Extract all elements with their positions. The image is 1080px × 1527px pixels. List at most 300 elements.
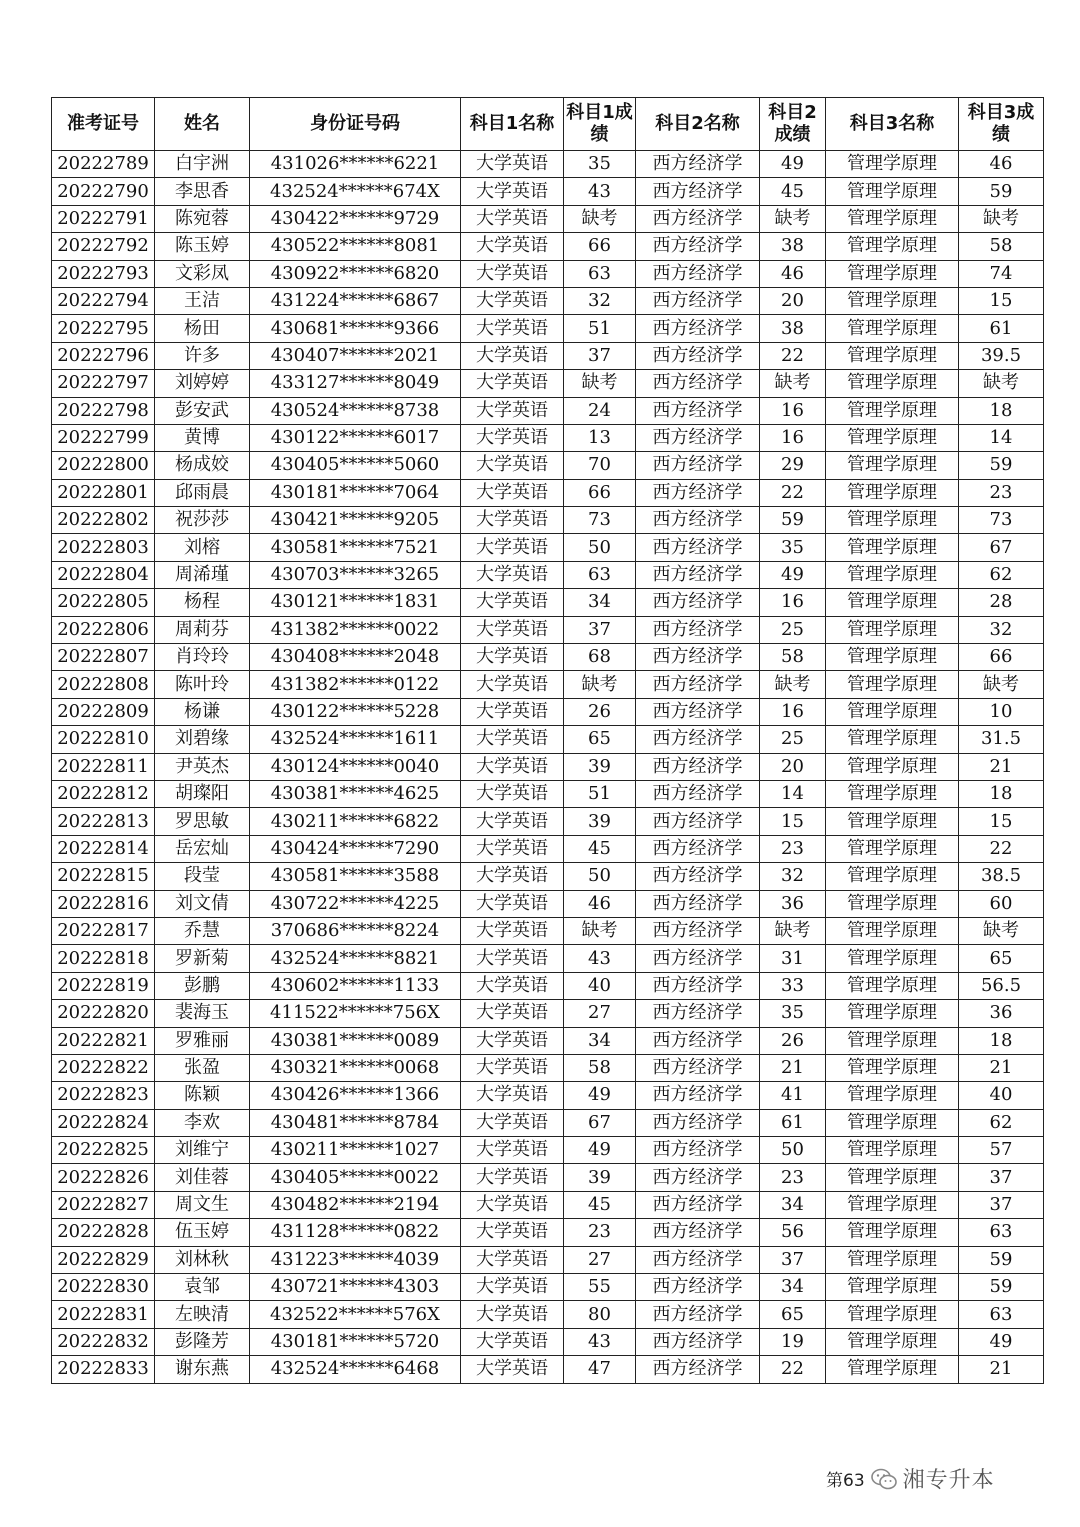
subject3-name-cell: 管理学原理	[826, 1082, 959, 1109]
subject1-score-cell: 缺考	[564, 205, 636, 232]
subject2-score-cell: 14	[760, 780, 826, 807]
subject2-score-cell: 38	[760, 315, 826, 342]
subject1-name-cell: 大学英语	[461, 397, 564, 424]
subject1-score-cell: 43	[564, 178, 636, 205]
table-row	[52, 233, 1044, 260]
subject2-name-cell: 西方经济学	[636, 808, 760, 835]
table-row	[52, 808, 1044, 835]
subject2-name-cell: 西方经济学	[636, 287, 760, 314]
id-number-cell: 431128******0822	[250, 1219, 461, 1246]
subject2-score-cell: 16	[760, 589, 826, 616]
subject3-score-cell: 57	[959, 1137, 1044, 1164]
name-cell: 李思香	[155, 178, 250, 205]
subject3-name-cell: 管理学原理	[826, 452, 959, 479]
subject3-score-cell: 36	[959, 1000, 1044, 1027]
subject2-name-cell: 西方经济学	[636, 671, 760, 698]
subject1-score-cell: 缺考	[564, 917, 636, 944]
subject2-name-cell: 西方经济学	[636, 479, 760, 506]
subject2-score-cell: 34	[760, 1191, 826, 1218]
subject1-name-cell: 大学英语	[461, 1191, 564, 1218]
subject3-name-cell: 管理学原理	[826, 315, 959, 342]
id-number-cell: 430124******0040	[250, 753, 461, 780]
header-cell-name: 姓名	[155, 98, 250, 151]
subject3-name-cell: 管理学原理	[826, 1109, 959, 1136]
id-number-cell: 432524******6468	[250, 1356, 461, 1383]
subject2-score-cell: 34	[760, 1274, 826, 1301]
name-cell: 袁邹	[155, 1274, 250, 1301]
subject3-name-cell: 管理学原理	[826, 260, 959, 287]
exam-id-cell: 20222806	[52, 616, 155, 643]
subject2-score-cell: 22	[760, 342, 826, 369]
subject1-name-cell: 大学英语	[461, 1164, 564, 1191]
subject2-score-cell: 50	[760, 1137, 826, 1164]
exam-id-cell: 20222815	[52, 863, 155, 890]
exam-id-cell: 20222811	[52, 753, 155, 780]
id-number-cell: 430211******6822	[250, 808, 461, 835]
subject2-score-cell: 65	[760, 1301, 826, 1328]
subject1-score-cell: 39	[564, 753, 636, 780]
header-cell-subject1-name: 科目1名称	[461, 98, 564, 151]
subject3-score-cell: 21	[959, 1356, 1044, 1383]
subject3-name-cell: 管理学原理	[826, 1054, 959, 1081]
subject3-score-cell: 22	[959, 835, 1044, 862]
subject3-score-cell: 59	[959, 452, 1044, 479]
table-row	[52, 424, 1044, 451]
name-cell: 谢东燕	[155, 1356, 250, 1383]
name-cell: 周莉芬	[155, 616, 250, 643]
name-cell: 邱雨晨	[155, 479, 250, 506]
subject3-name-cell: 管理学原理	[826, 370, 959, 397]
name-cell: 刘榕	[155, 534, 250, 561]
subject3-score-cell: 缺考	[959, 370, 1044, 397]
subject2-name-cell: 西方经济学	[636, 1054, 760, 1081]
exam-id-cell: 20222823	[52, 1082, 155, 1109]
exam-id-cell: 20222826	[52, 1164, 155, 1191]
subject1-name-cell: 大学英语	[461, 753, 564, 780]
name-cell: 裴海玉	[155, 1000, 250, 1027]
subject1-name-cell: 大学英语	[461, 863, 564, 890]
subject1-score-cell: 58	[564, 1054, 636, 1081]
subject1-score-cell: 67	[564, 1109, 636, 1136]
exam-id-cell: 20222804	[52, 561, 155, 588]
subject1-score-cell: 34	[564, 1027, 636, 1054]
id-number-cell: 430181******5720	[250, 1328, 461, 1355]
exam-id-cell: 20222792	[52, 233, 155, 260]
id-number-cell: 430181******7064	[250, 479, 461, 506]
subject3-name-cell: 管理学原理	[826, 397, 959, 424]
header-cell-subject1-score: 科目1成绩	[564, 98, 636, 151]
exam-id-cell: 20222824	[52, 1109, 155, 1136]
subject1-name-cell: 大学英语	[461, 534, 564, 561]
subject3-name-cell: 管理学原理	[826, 726, 959, 753]
subject1-score-cell: 45	[564, 1191, 636, 1218]
subject2-score-cell: 23	[760, 835, 826, 862]
subject1-score-cell: 46	[564, 890, 636, 917]
subject2-name-cell: 西方经济学	[636, 1109, 760, 1136]
id-number-cell: 433127******8049	[250, 370, 461, 397]
table-row	[52, 1274, 1044, 1301]
table-row	[52, 698, 1044, 725]
subject3-name-cell: 管理学原理	[826, 917, 959, 944]
table-row	[52, 726, 1044, 753]
name-cell: 尹英杰	[155, 753, 250, 780]
subject3-score-cell: 10	[959, 698, 1044, 725]
subject2-score-cell: 41	[760, 1082, 826, 1109]
subject3-name-cell: 管理学原理	[826, 972, 959, 999]
header-cell-subject3-score: 科目3成绩	[959, 98, 1044, 151]
subject2-score-cell: 22	[760, 479, 826, 506]
subject3-score-cell: 18	[959, 1027, 1044, 1054]
subject2-name-cell: 西方经济学	[636, 507, 760, 534]
id-number-cell: 430922******6820	[250, 260, 461, 287]
exam-id-cell: 20222796	[52, 342, 155, 369]
subject1-score-cell: 45	[564, 835, 636, 862]
id-number-cell: 430122******6017	[250, 424, 461, 451]
subject1-score-cell: 37	[564, 342, 636, 369]
subject2-name-cell: 西方经济学	[636, 1164, 760, 1191]
subject3-score-cell: 49	[959, 1328, 1044, 1355]
id-number-cell: 430381******4625	[250, 780, 461, 807]
table-row	[52, 972, 1044, 999]
name-cell: 杨谦	[155, 698, 250, 725]
subject3-name-cell: 管理学原理	[826, 1246, 959, 1273]
subject2-name-cell: 西方经济学	[636, 424, 760, 451]
subject2-name-cell: 西方经济学	[636, 917, 760, 944]
subject2-score-cell: 缺考	[760, 370, 826, 397]
id-number-cell: 430421******9205	[250, 507, 461, 534]
subject2-name-cell: 西方经济学	[636, 1082, 760, 1109]
subject2-name-cell: 西方经济学	[636, 890, 760, 917]
exam-id-cell: 20222795	[52, 315, 155, 342]
subject2-score-cell: 35	[760, 534, 826, 561]
subject2-name-cell: 西方经济学	[636, 698, 760, 725]
table-row	[52, 507, 1044, 534]
subject1-score-cell: 73	[564, 507, 636, 534]
subject1-name-cell: 大学英语	[461, 1356, 564, 1383]
subject3-name-cell: 管理学原理	[826, 1301, 959, 1328]
table-row	[52, 1301, 1044, 1328]
subject3-score-cell: 23	[959, 479, 1044, 506]
subject3-score-cell: 62	[959, 561, 1044, 588]
subject3-score-cell: 14	[959, 424, 1044, 451]
table-row	[52, 1109, 1044, 1136]
subject3-name-cell: 管理学原理	[826, 1328, 959, 1355]
subject2-score-cell: 15	[760, 808, 826, 835]
subject2-name-cell: 西方经济学	[636, 780, 760, 807]
subject1-score-cell: 68	[564, 644, 636, 671]
header-cell-subject3-name: 科目3名称	[826, 98, 959, 151]
subject1-name-cell: 大学英语	[461, 342, 564, 369]
subject2-name-cell: 西方经济学	[636, 616, 760, 643]
subject1-score-cell: 55	[564, 1274, 636, 1301]
subject2-score-cell: 16	[760, 424, 826, 451]
name-cell: 刘婷婷	[155, 370, 250, 397]
table-row	[52, 1164, 1044, 1191]
subject3-score-cell: 46	[959, 151, 1044, 178]
subject1-name-cell: 大学英语	[461, 1054, 564, 1081]
subject1-name-cell: 大学英语	[461, 1274, 564, 1301]
subject1-score-cell: 50	[564, 534, 636, 561]
subject1-name-cell: 大学英语	[461, 424, 564, 451]
subject3-name-cell: 管理学原理	[826, 233, 959, 260]
subject3-name-cell: 管理学原理	[826, 1137, 959, 1164]
name-cell: 许多	[155, 342, 250, 369]
subject2-score-cell: 29	[760, 452, 826, 479]
id-number-cell: 431382******0122	[250, 671, 461, 698]
subject1-score-cell: 40	[564, 972, 636, 999]
subject3-name-cell: 管理学原理	[826, 1356, 959, 1383]
id-number-cell: 430405******5060	[250, 452, 461, 479]
exam-id-cell: 20222829	[52, 1246, 155, 1273]
subject3-name-cell: 管理学原理	[826, 1000, 959, 1027]
subject2-name-cell: 西方经济学	[636, 151, 760, 178]
wechat-icon	[871, 1468, 897, 1490]
subject3-score-cell: 32	[959, 616, 1044, 643]
table-row	[52, 1356, 1044, 1383]
subject2-name-cell: 西方经济学	[636, 452, 760, 479]
subject2-name-cell: 西方经济学	[636, 1137, 760, 1164]
subject1-score-cell: 63	[564, 561, 636, 588]
name-cell: 黄博	[155, 424, 250, 451]
name-cell: 段莹	[155, 863, 250, 890]
id-number-cell: 430721******4303	[250, 1274, 461, 1301]
name-cell: 杨程	[155, 589, 250, 616]
table-row	[52, 1137, 1044, 1164]
exam-id-cell: 20222808	[52, 671, 155, 698]
subject3-name-cell: 管理学原理	[826, 753, 959, 780]
id-number-cell: 430211******1027	[250, 1137, 461, 1164]
subject1-name-cell: 大学英语	[461, 1000, 564, 1027]
table-row	[52, 260, 1044, 287]
exam-id-cell: 20222799	[52, 424, 155, 451]
name-cell: 彭安武	[155, 397, 250, 424]
name-cell: 陈宛蓉	[155, 205, 250, 232]
subject3-name-cell: 管理学原理	[826, 151, 959, 178]
exam-id-cell: 20222831	[52, 1301, 155, 1328]
subject2-score-cell: 22	[760, 1356, 826, 1383]
name-cell: 刘维宁	[155, 1137, 250, 1164]
subject1-name-cell: 大学英语	[461, 671, 564, 698]
exam-id-cell: 20222825	[52, 1137, 155, 1164]
name-cell: 伍玉婷	[155, 1219, 250, 1246]
subject2-name-cell: 西方经济学	[636, 835, 760, 862]
exam-id-cell: 20222832	[52, 1328, 155, 1355]
subject2-name-cell: 西方经济学	[636, 342, 760, 369]
subject3-score-cell: 38.5	[959, 863, 1044, 890]
id-number-cell: 432524******1611	[250, 726, 461, 753]
table-row	[52, 342, 1044, 369]
exam-id-cell: 20222802	[52, 507, 155, 534]
subject3-score-cell: 63	[959, 1219, 1044, 1246]
subject3-name-cell: 管理学原理	[826, 342, 959, 369]
subject2-score-cell: 缺考	[760, 917, 826, 944]
id-number-cell: 431026******6221	[250, 151, 461, 178]
subject1-score-cell: 13	[564, 424, 636, 451]
page-number: 第63	[826, 1471, 865, 1491]
subject3-name-cell: 管理学原理	[826, 1164, 959, 1191]
exam-id-cell: 20222807	[52, 644, 155, 671]
subject1-name-cell: 大学英语	[461, 780, 564, 807]
subject1-name-cell: 大学英语	[461, 698, 564, 725]
name-cell: 张盈	[155, 1054, 250, 1081]
subject2-score-cell: 33	[760, 972, 826, 999]
exam-id-cell: 20222805	[52, 589, 155, 616]
header-row	[52, 98, 1044, 151]
subject2-score-cell: 31	[760, 945, 826, 972]
id-number-cell: 430408******2048	[250, 644, 461, 671]
subject1-name-cell: 大学英语	[461, 151, 564, 178]
exam-id-cell: 20222816	[52, 890, 155, 917]
subject1-score-cell: 26	[564, 698, 636, 725]
subject1-score-cell: 缺考	[564, 671, 636, 698]
name-cell: 杨田	[155, 315, 250, 342]
id-number-cell: 430405******0022	[250, 1164, 461, 1191]
table-row	[52, 753, 1044, 780]
name-cell: 祝莎莎	[155, 507, 250, 534]
subject2-score-cell: 56	[760, 1219, 826, 1246]
subject1-name-cell: 大学英语	[461, 589, 564, 616]
id-number-cell: 432524******8821	[250, 945, 461, 972]
subject3-name-cell: 管理学原理	[826, 945, 959, 972]
subject3-score-cell: 65	[959, 945, 1044, 972]
subject3-score-cell: 63	[959, 1301, 1044, 1328]
subject1-name-cell: 大学英语	[461, 644, 564, 671]
name-cell: 刘文倩	[155, 890, 250, 917]
subject2-score-cell: 45	[760, 178, 826, 205]
name-cell: 罗新菊	[155, 945, 250, 972]
table-row	[52, 589, 1044, 616]
subject1-name-cell: 大学英语	[461, 315, 564, 342]
exam-id-cell: 20222819	[52, 972, 155, 999]
subject3-score-cell: 59	[959, 1246, 1044, 1273]
id-number-cell: 430722******4225	[250, 890, 461, 917]
exam-id-cell: 20222798	[52, 397, 155, 424]
subject3-score-cell: 37	[959, 1164, 1044, 1191]
table-row	[52, 1328, 1044, 1355]
name-cell: 刘佳蓉	[155, 1164, 250, 1191]
table-row	[52, 1246, 1044, 1273]
exam-id-cell: 20222809	[52, 698, 155, 725]
subject3-name-cell: 管理学原理	[826, 287, 959, 314]
subject2-name-cell: 西方经济学	[636, 1000, 760, 1027]
subject2-score-cell: 25	[760, 616, 826, 643]
subject1-name-cell: 大学英语	[461, 1219, 564, 1246]
subject2-name-cell: 西方经济学	[636, 1191, 760, 1218]
subject3-score-cell: 31.5	[959, 726, 1044, 753]
name-cell: 罗雅丽	[155, 1027, 250, 1054]
exam-id-cell: 20222810	[52, 726, 155, 753]
table-row	[52, 370, 1044, 397]
table-row	[52, 890, 1044, 917]
subject3-score-cell: 74	[959, 260, 1044, 287]
subject1-name-cell: 大学英语	[461, 1137, 564, 1164]
name-cell: 左映清	[155, 1301, 250, 1328]
subject2-score-cell: 缺考	[760, 671, 826, 698]
subject2-score-cell: 25	[760, 726, 826, 753]
name-cell: 周文生	[155, 1191, 250, 1218]
subject1-score-cell: 37	[564, 616, 636, 643]
id-number-cell: 430424******7290	[250, 835, 461, 862]
subject2-name-cell: 西方经济学	[636, 1328, 760, 1355]
id-number-cell: 430407******2021	[250, 342, 461, 369]
table-row	[52, 945, 1044, 972]
subject1-name-cell: 大学英语	[461, 287, 564, 314]
subject1-score-cell: 27	[564, 1000, 636, 1027]
subject3-name-cell: 管理学原理	[826, 671, 959, 698]
name-cell: 白宇洲	[155, 151, 250, 178]
subject1-name-cell: 大学英语	[461, 205, 564, 232]
subject2-score-cell: 37	[760, 1246, 826, 1273]
subject1-score-cell: 49	[564, 1137, 636, 1164]
subject3-score-cell: 59	[959, 1274, 1044, 1301]
exam-id-cell: 20222817	[52, 917, 155, 944]
subject1-name-cell: 大学英语	[461, 452, 564, 479]
subject2-name-cell: 西方经济学	[636, 1356, 760, 1383]
subject3-name-cell: 管理学原理	[826, 698, 959, 725]
subject2-name-cell: 西方经济学	[636, 945, 760, 972]
subject1-name-cell: 大学英语	[461, 726, 564, 753]
subject3-name-cell: 管理学原理	[826, 178, 959, 205]
subject1-score-cell: 39	[564, 808, 636, 835]
subject2-name-cell: 西方经济学	[636, 863, 760, 890]
subject2-score-cell: 59	[760, 507, 826, 534]
subject3-score-cell: 39.5	[959, 342, 1044, 369]
name-cell: 李欢	[155, 1109, 250, 1136]
subject1-name-cell: 大学英语	[461, 972, 564, 999]
subject1-score-cell: 39	[564, 1164, 636, 1191]
subject1-name-cell: 大学英语	[461, 1301, 564, 1328]
name-cell: 文彩凤	[155, 260, 250, 287]
name-cell: 岳宏灿	[155, 835, 250, 862]
id-number-cell: 432522******576X	[250, 1301, 461, 1328]
table-row	[52, 452, 1044, 479]
id-number-cell: 430524******8738	[250, 397, 461, 424]
exam-id-cell: 20222830	[52, 1274, 155, 1301]
subject1-name-cell: 大学英语	[461, 1246, 564, 1273]
subject3-score-cell: 66	[959, 644, 1044, 671]
exam-id-cell: 20222821	[52, 1027, 155, 1054]
subject1-name-cell: 大学英语	[461, 1328, 564, 1355]
subject2-name-cell: 西方经济学	[636, 972, 760, 999]
subject2-score-cell: 36	[760, 890, 826, 917]
id-number-cell: 430426******1366	[250, 1082, 461, 1109]
subject1-score-cell: 80	[564, 1301, 636, 1328]
id-number-cell: 432524******674X	[250, 178, 461, 205]
subject2-score-cell: 46	[760, 260, 826, 287]
subject2-name-cell: 西方经济学	[636, 1246, 760, 1273]
subject3-score-cell: 15	[959, 287, 1044, 314]
subject2-score-cell: 19	[760, 1328, 826, 1355]
subject3-name-cell: 管理学原理	[826, 589, 959, 616]
subject2-score-cell: 35	[760, 1000, 826, 1027]
subject1-name-cell: 大学英语	[461, 616, 564, 643]
subject1-name-cell: 大学英语	[461, 1109, 564, 1136]
subject2-score-cell: 21	[760, 1054, 826, 1081]
subject2-name-cell: 西方经济学	[636, 315, 760, 342]
subject2-score-cell: 38	[760, 233, 826, 260]
table-row	[52, 1191, 1044, 1218]
subject3-score-cell: 缺考	[959, 917, 1044, 944]
subject3-name-cell: 管理学原理	[826, 863, 959, 890]
subject1-score-cell: 66	[564, 479, 636, 506]
exam-id-cell: 20222828	[52, 1219, 155, 1246]
id-number-cell: 431224******6867	[250, 287, 461, 314]
name-cell: 杨成姣	[155, 452, 250, 479]
table-row	[52, 561, 1044, 588]
subject1-name-cell: 大学英语	[461, 178, 564, 205]
subject3-name-cell: 管理学原理	[826, 561, 959, 588]
exam-id-cell: 20222791	[52, 205, 155, 232]
